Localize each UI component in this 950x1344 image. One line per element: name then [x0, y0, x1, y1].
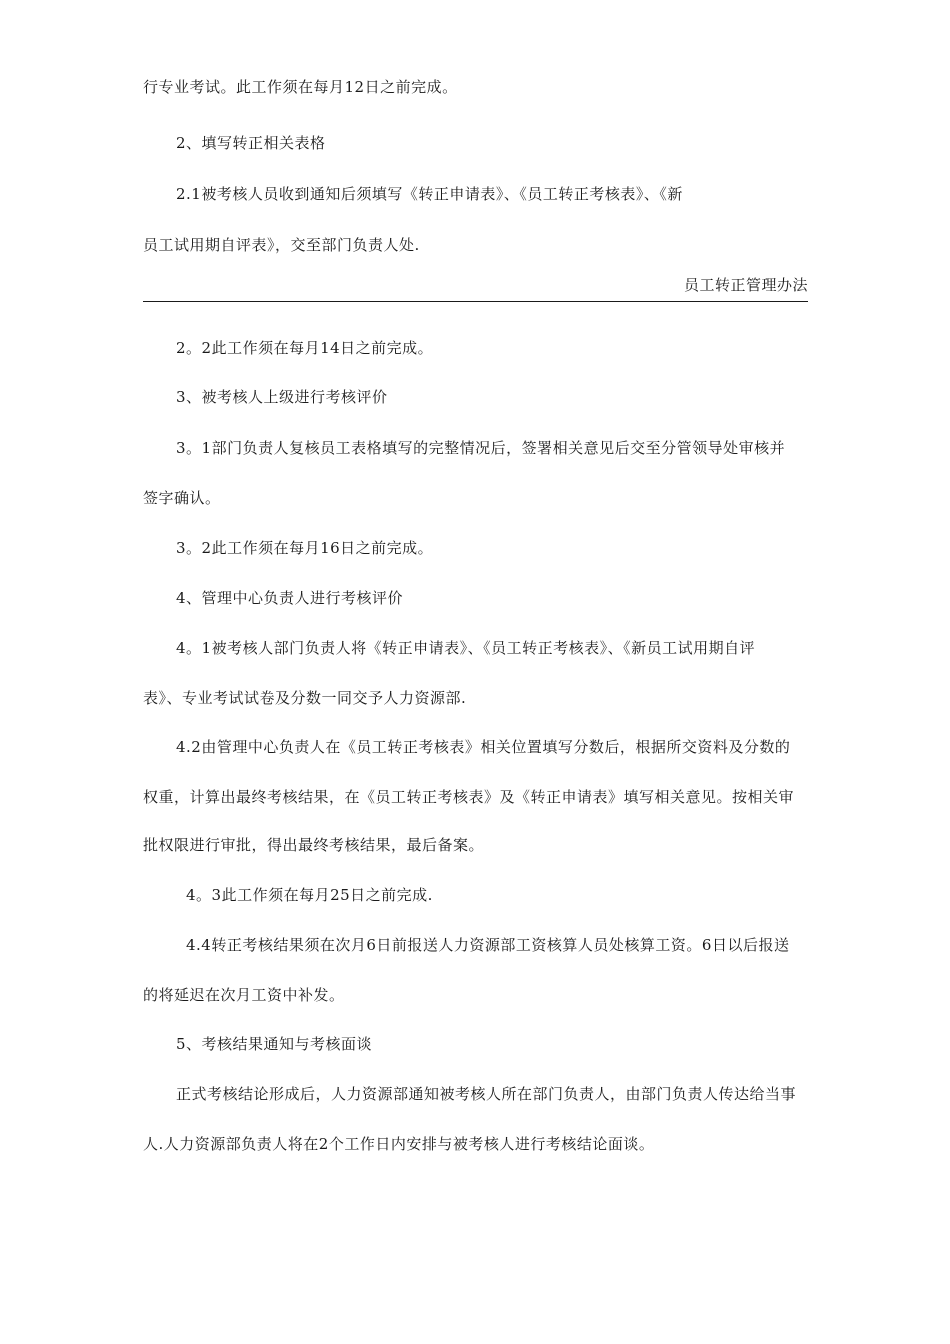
running-header-title: 员工转正管理办法	[683, 276, 808, 294]
paragraph-line: 4.4转正考核结果须在次月6日前报送人力资源部工资核算人员处核算工资。6日以后报送	[186, 936, 790, 954]
paragraph-line: 行专业考试。此工作须在每月12日之前完成。	[143, 78, 458, 96]
paragraph-line: 的将延迟在次月工资中补发。	[143, 986, 345, 1004]
section-heading-3: 3、被考核人上级进行考核评价	[176, 388, 388, 406]
section-heading-4: 4、管理中心负责人进行考核评价	[176, 589, 404, 607]
paragraph-line: 权重，计算出最终考核结果，在《员工转正考核表》及《转正申请表》填写相关意见。按相关审	[143, 788, 795, 806]
paragraph-line: 员工试用期自评表》，交至部门负责人处.	[143, 236, 420, 254]
header-divider	[143, 301, 808, 302]
paragraph-line: 批权限进行审批，得出最终考核结果，最后备案。	[143, 836, 485, 854]
paragraph-line: 3。1部门负责人复核员工表格填写的完整情况后，签署相关意见后交至分管领导处审核并	[176, 439, 786, 457]
paragraph-line: 2.1被考核人员收到通知后须填写《转正申请表》、《员工转正考核表》、《新	[176, 185, 683, 203]
section-heading-5: 5、考核结果通知与考核面谈	[176, 1035, 373, 1053]
section-heading-2: 2、填写转正相关表格	[176, 134, 326, 152]
paragraph-line: 4。3此工作须在每月25日之前完成.	[186, 886, 433, 904]
paragraph-line: 正式考核结论形成后，人力资源部通知被考核人所在部门负责人，由部门负责人传达给当事	[176, 1085, 797, 1103]
paragraph-line: 2。2此工作须在每月14日之前完成。	[176, 339, 434, 357]
paragraph-line: 签字确认。	[143, 489, 221, 507]
paragraph-line: 人.人力资源部负责人将在2个工作日内安排与被考核人进行考核结论面谈。	[143, 1135, 655, 1153]
paragraph-line: 4。1被考核人部门负责人将《转正申请表》、《员工转正考核表》、《新员工试用期自评	[176, 639, 756, 657]
paragraph-line: 3。2此工作须在每月16日之前完成。	[176, 539, 434, 557]
paragraph-line: 表》、专业考试试卷及分数一同交予人力资源部.	[143, 689, 467, 707]
paragraph-line: 4.2由管理中心负责人在《员工转正考核表》相关位置填写分数后，根据所交资料及分数的	[176, 738, 791, 756]
